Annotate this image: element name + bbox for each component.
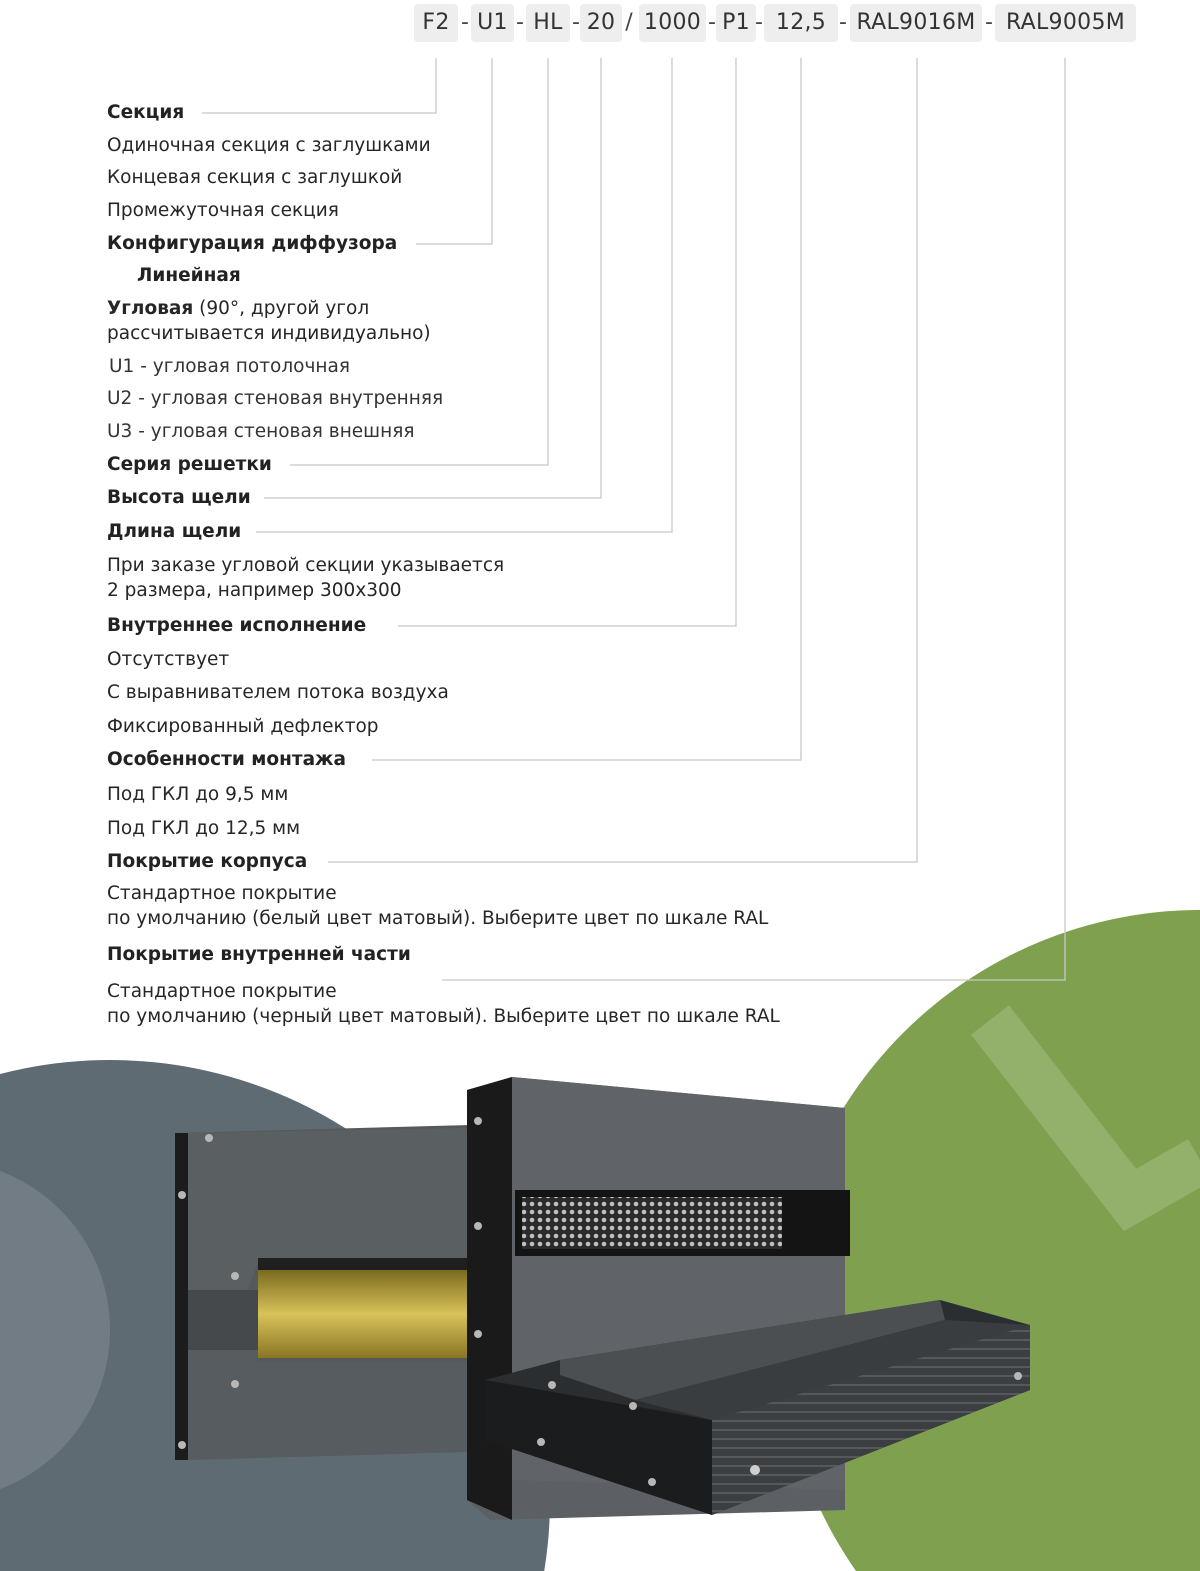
code-separator: - <box>755 10 763 35</box>
item-text: по умолчанию (черный цвет матовый). Выберите цвет по шкале RAL <box>107 1006 780 1027</box>
heading-text: Особенности монтажа <box>107 749 346 770</box>
item-text: Одиночная секция с заглушками <box>107 135 431 156</box>
code-separator: - <box>839 10 847 35</box>
note-text: 2 размера, например 300х300 <box>107 580 402 601</box>
code-segment-series: HL <box>526 4 570 42</box>
item-text-bold: Угловая <box>107 298 194 319</box>
item-text: С выравнивателем потока воздуха <box>107 682 449 703</box>
code-segment-inner-coating: RAL9005M <box>995 4 1136 42</box>
item-text: рассчитывается индивидуально) <box>107 323 431 344</box>
code-separator: / <box>625 10 633 35</box>
sub-item-text: U1 - угловая потолочная <box>109 356 350 377</box>
item-text: Под ГКЛ до 9,5 мм <box>107 784 289 805</box>
code-separator: - <box>985 10 993 35</box>
code-segment-body-coating: RAL9016M <box>850 4 982 42</box>
code-segment-height: 20 <box>580 4 622 42</box>
item-text: Промежуточная секция <box>107 200 339 221</box>
heading-text: Внутреннее исполнение <box>107 615 367 636</box>
item-text: Под ГКЛ до 12,5 мм <box>107 818 301 839</box>
code-separator: - <box>708 10 716 35</box>
code-separator: - <box>516 10 524 35</box>
code-separator: - <box>461 10 469 35</box>
sub-item-text: U2 - угловая стеновая внутренняя <box>107 388 444 409</box>
heading-text: Длина щели <box>107 521 242 542</box>
heading-text: Секция <box>107 102 185 123</box>
item-text: Фиксированный дефлектор <box>107 716 379 737</box>
item-text: по умолчанию (белый цвет матовый). Выберите цвет по шкале RAL <box>107 908 769 929</box>
code-separator: - <box>572 10 580 35</box>
heading-text: Высота щели <box>107 487 251 508</box>
left-diffuser <box>175 1125 470 1460</box>
item-text: Концевая секция с заглушкой <box>107 167 403 188</box>
item-text: Стандартное покрытие <box>107 981 337 1002</box>
heading-text: Конфигурация диффузора <box>107 233 398 254</box>
item-text-rest: (90°, другой угол <box>193 298 370 319</box>
heading-text: Покрытие внутренней части <box>107 944 411 965</box>
code-segment-mounting: 12,5 <box>764 4 838 42</box>
code-segment-diffuser: U1 <box>471 4 514 42</box>
code-segment-section: F2 <box>414 4 458 42</box>
code-segment-length: 1000 <box>639 4 706 42</box>
heading-text: Покрытие корпуса <box>107 851 308 872</box>
item-text: Отсутствует <box>107 649 230 670</box>
heading-text: Серия решетки <box>107 454 272 475</box>
code-segment-inner: P1 <box>716 4 756 42</box>
sub-item-text: U3 - угловая стеновая внешняя <box>107 421 415 442</box>
item-text: Линейная <box>137 265 241 286</box>
note-text: При заказе угловой секции указывается <box>107 555 505 576</box>
item-text: Стандартное покрытие <box>107 883 337 904</box>
